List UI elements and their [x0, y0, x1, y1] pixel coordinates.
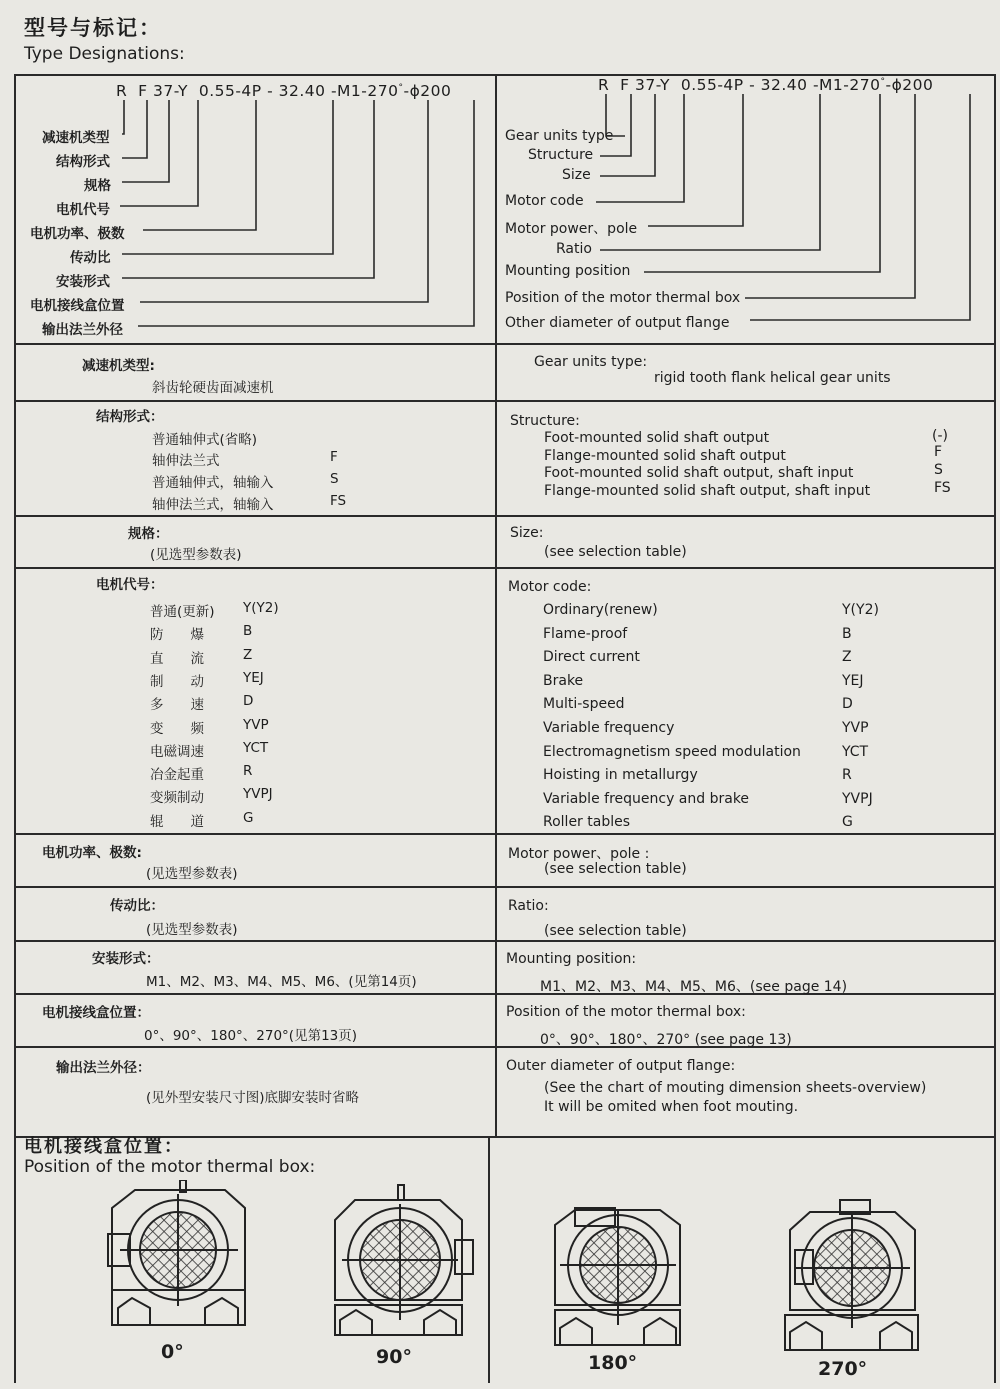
gear-type-value-zh: 斜齿轮硬齿面减速机 [152, 380, 274, 396]
structure-item-zh: 轴伸法兰式 [152, 453, 220, 469]
callout-en-flange: Other diameter of output flange [505, 315, 730, 331]
motor-code-value-zh: YCT [243, 739, 269, 756]
motor-code-value-zh: YVP [243, 716, 269, 733]
callout-zh-gear-type: 减速机类型 [42, 130, 110, 146]
callout-en-mounting: Mounting position [505, 263, 631, 279]
callout-zh-box-position: 电机接线盒位置 [30, 298, 125, 314]
motor-code-value-en: YCT [842, 743, 869, 760]
flange-value-zh: (见外型安装尺寸图)底脚安装时省略 [146, 1090, 360, 1106]
motor-code-value-zh: YEJ [243, 669, 264, 686]
box-position-value-zh: 0°、90°、180°、270°(见第13页) [144, 1028, 358, 1044]
row-divider [14, 940, 996, 942]
callout-zh-ratio: 传动比 [70, 250, 111, 266]
structure-code-en: FS [934, 480, 951, 496]
row-divider [14, 1046, 996, 1048]
structure-item-zh: 普通轴伸式(省略) [152, 432, 258, 448]
motor-code-item-zh: 普通(更新) [150, 604, 215, 620]
motor-code-item-zh: 冶金起重 [150, 767, 204, 784]
structure-code-en: S [934, 462, 943, 478]
callout-zh-power: 电机功率、极数 [30, 226, 125, 242]
structure-item-en: Flange-mounted solid shaft output [544, 448, 786, 464]
structure-item-en: Foot-mounted solid shaft output [544, 430, 770, 446]
motor-code-label-zh: 电机代号： [96, 577, 164, 593]
motor-code-value-zh: B [243, 623, 253, 640]
motor-code-item-en: Multi-speed [543, 696, 625, 713]
page-title-zh: 型号与标记： [24, 16, 162, 40]
size-value-zh: (见选型参数表) [150, 547, 242, 563]
angle-label-180: 180° [588, 1352, 638, 1374]
motor-code-item-en: Variable frequency and brake [543, 790, 750, 807]
power-value-en: (see selection table) [544, 861, 687, 877]
gear-type-label-en: Gear units type: [534, 354, 648, 370]
motor-code-item-en: Electromagnetism speed modulation [543, 743, 801, 760]
callout-zh-flange: 输出法兰外径 [42, 322, 123, 338]
motor-270-icon [785, 1200, 918, 1350]
power-label-zh: 电机功率、极数: [42, 845, 142, 861]
structure-code-en: F [934, 444, 943, 460]
motor-180-icon [555, 1208, 680, 1345]
motor-code-item-en: Hoisting in metallurgy [543, 767, 698, 784]
motor-code-value-zh: R [243, 763, 253, 780]
row-divider [14, 515, 996, 517]
motor-code-value-en: YVP [842, 720, 869, 736]
motor-code-item-zh: 辊 道 [150, 813, 204, 830]
callout-en-motor-code: Motor code [505, 193, 584, 209]
motor-code-value-zh: Y(Y2) [243, 600, 279, 616]
power-label-en: Motor power、pole : [508, 846, 650, 862]
angle-label-0: 0° [161, 1341, 184, 1363]
motor-0-icon [108, 1180, 245, 1325]
size-value-en: (see selection table) [544, 544, 687, 560]
box-section-title-zh: 电机接线盒位置： [24, 1136, 184, 1157]
motor-code-item-en: Brake [543, 672, 584, 689]
flange-note-en: It will be omited when foot mouting. [544, 1099, 799, 1115]
structure-item-zh: 普通轴伸式，轴输入 [152, 475, 274, 491]
flange-label-zh: 输出法兰外径： [56, 1060, 151, 1076]
box-position-label-zh: 电机接线盒位置： [42, 1005, 150, 1021]
box-section-title-en: Position of the motor thermal box: [24, 1157, 316, 1177]
row-divider [14, 400, 996, 402]
callout-en-power: Motor power、pole [505, 221, 638, 237]
motor-code-value-en: G [842, 814, 853, 831]
callout-leader-lines [0, 0, 1000, 345]
ratio-label-zh: 传动比： [110, 898, 164, 914]
callout-en-box-position: Position of the motor thermal box [505, 290, 741, 306]
motor-code-item-en: Flame-proof [543, 625, 628, 642]
structure-item-en: Flange-mounted solid shaft output, shaft input [544, 483, 871, 499]
structure-code-zh: FS [330, 493, 347, 509]
angle-label-90: 90° [376, 1346, 412, 1368]
row-divider [14, 833, 996, 835]
callout-en-ratio: Ratio [556, 241, 592, 257]
box-position-label-en: Position of the motor thermal box: [506, 1004, 746, 1020]
motor-code-value-en: YEJ [842, 672, 864, 689]
callout-zh-structure: 结构形式 [56, 154, 110, 170]
designation-code-en: R F 37-Y 0.55-4P - 32.40 -M1-270°-ϕ200 [598, 76, 934, 94]
motor-code-item-en: Ordinary(renew) [543, 602, 658, 618]
motor-code-value-en: B [842, 625, 852, 642]
mounting-value-zh: M1、M2、M3、M4、M5、M6、(见第14页) [146, 974, 417, 990]
structure-item-en: Foot-mounted solid shaft output, shaft input [544, 465, 854, 481]
mounting-label-zh: 安装形式： [92, 951, 160, 967]
motor-code-item-zh: 变频制动 [150, 790, 204, 807]
motor-code-value-en: Z [842, 649, 852, 666]
callout-en-size: Size [562, 167, 591, 183]
structure-code-en: (-) [932, 428, 948, 444]
callout-en-structure: Structure [528, 147, 594, 163]
motor-code-value-zh: D [243, 693, 254, 710]
size-label-zh: 规格： [128, 526, 169, 542]
callout-zh-size: 规格 [84, 178, 111, 194]
flange-label-en: Outer diameter of output flange: [506, 1058, 736, 1074]
page-title-en: Type Designations: [24, 44, 185, 64]
motor-code-item-zh: 变 频 [150, 720, 204, 737]
motor-code-item-zh: 直 流 [150, 650, 204, 667]
ratio-value-zh: (见选型参数表) [146, 922, 238, 938]
structure-item-zh: 轴伸法兰式，轴输入 [152, 497, 274, 513]
box-position-value-en: 0°、90°、180°、270° (see page 13) [540, 1032, 792, 1048]
gear-type-value-en: rigid tooth flank helical gear units [654, 370, 891, 386]
motor-code-value-zh: YVPJ [243, 786, 273, 803]
motor-code-value-zh: Z [243, 646, 253, 663]
structure-code-zh: S [330, 471, 339, 487]
motor-code-item-en: Variable frequency [543, 720, 675, 736]
structure-label-en: Structure: [510, 413, 580, 429]
row-divider [14, 567, 996, 569]
motor-code-value-en: R [842, 767, 852, 784]
motor-code-item-en: Roller tables [543, 814, 631, 831]
angle-label-270: 270° [818, 1358, 868, 1380]
row-divider [14, 993, 996, 995]
callout-zh-motor-code: 电机代号 [56, 202, 110, 218]
row-divider [14, 886, 996, 888]
motor-code-value-en: YVPJ [842, 790, 873, 807]
motor-code-item-zh: 制 动 [150, 673, 204, 690]
size-label-en: Size: [510, 525, 544, 541]
motor-code-label-en: Motor code: [508, 579, 592, 595]
structure-label-zh: 结构形式： [96, 409, 164, 425]
gear-type-label-zh: 减速机类型: [82, 358, 155, 374]
ratio-label-en: Ratio: [508, 898, 549, 914]
callout-zh-mounting: 安装形式 [56, 274, 110, 290]
motor-code-item-zh: 多 速 [150, 697, 204, 714]
motor-code-item-zh: 防 爆 [150, 627, 204, 644]
motor-code-item-zh: 电磁调速 [150, 743, 204, 760]
flange-value-en: (See the chart of mouting dimension sheets-overview) [544, 1080, 927, 1096]
motor-code-value-en: D [842, 696, 853, 713]
motor-code-value-en: Y(Y2) [842, 602, 879, 618]
motor-code-value-zh: G [243, 809, 254, 826]
power-value-zh: (见选型参数表) [146, 866, 238, 882]
mounting-label-en: Mounting position: [506, 951, 637, 967]
structure-code-zh: F [330, 449, 338, 465]
mounting-value-en: M1、M2、M3、M4、M5、M6、(see page 14) [540, 979, 848, 995]
motor-90-icon [335, 1185, 473, 1335]
ratio-value-en: (see selection table) [544, 923, 687, 939]
designation-code-zh: R F 37-Y 0.55-4P - 32.40 -M1-270°-ϕ200 [116, 82, 452, 100]
callout-en-gear-type: Gear units type [505, 128, 614, 144]
motor-code-item-en: Direct current [543, 649, 640, 666]
